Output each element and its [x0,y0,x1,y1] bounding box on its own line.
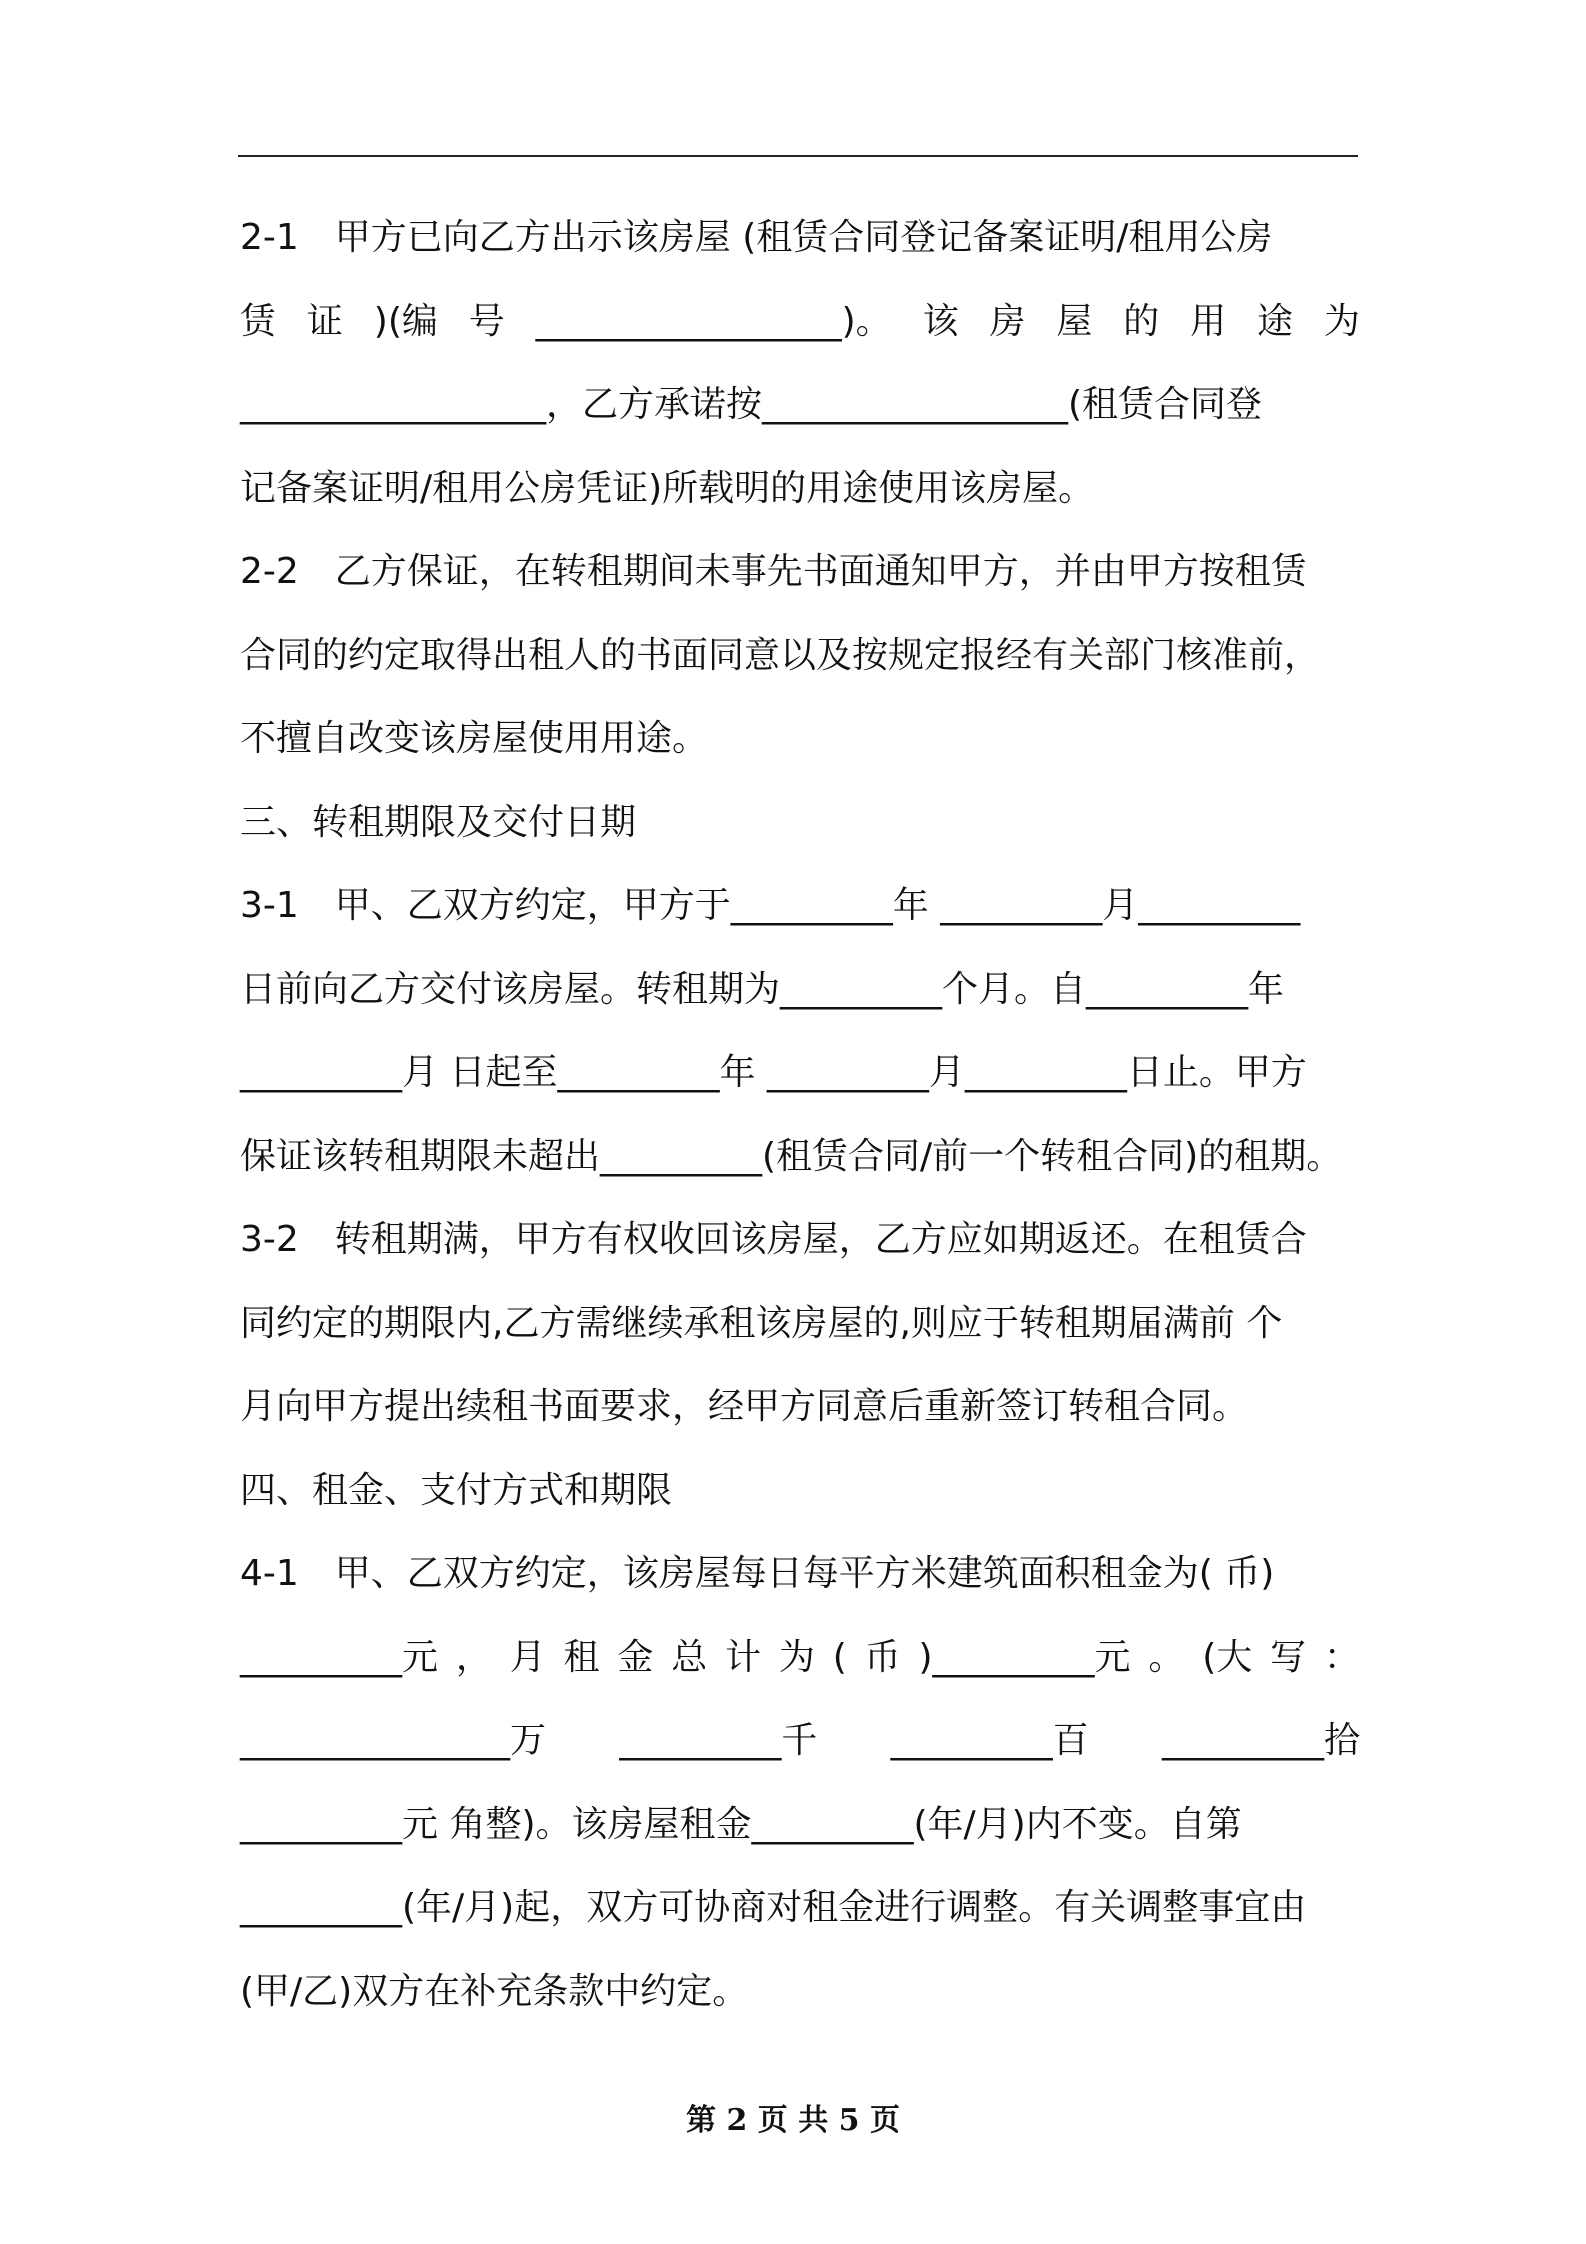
word: 号 [468,300,505,342]
header-rule [238,155,1358,157]
body-line: 4-1 甲、乙双方约定，该房屋每日每平方米建筑面积租金为( 币) [240,1553,1275,1594]
body-line: _________(年/月)起，双方可协商对租金进行调整。有关调整事宜由 [240,1887,1307,1928]
word: 计 [725,1636,762,1678]
body-line: _________元 角整)。该房屋租金_________(年/月)内不变。自第 [240,1803,1242,1845]
word: 途 [1257,300,1294,342]
word: 屋 [1056,300,1093,342]
word: _________百 [890,1720,1089,1761]
word: 房 [989,300,1026,342]
word: _________________)。 [535,300,892,342]
word: 总 [671,1636,708,1678]
body-line-justified [240,1616,1360,1700]
section-heading: 三、转租期限及交付日期 [240,801,637,843]
word: 金 [617,1636,654,1678]
body-line-justified [240,280,1360,364]
body-line: _________________，乙方承诺按_________________(租赁合同登 [240,384,1263,425]
word: _________拾 [1161,1720,1360,1761]
word: )(编 [373,300,438,342]
body-line: 2-2 乙方保证，在转租期间未事先书面通知甲方，并由甲方按租赁 [240,551,1307,592]
body-line: (甲/乙)双方在补充条款中约定。 [240,1970,749,2012]
body-line: 月向甲方提出续租书面要求，经甲方同意后重新签订转租合同。 [240,1386,1249,1427]
word: (大 [1202,1636,1253,1678]
word: _______________万 [240,1720,546,1761]
body-line: 3-2 转租期满，甲方有权收回该房屋，乙方应如期返还。在租赁合 [240,1219,1307,1260]
word: 为 [1323,300,1360,342]
word: 币 [864,1636,901,1678]
body-line: 合同的约定取得出租人的书面同意以及按规定报经有关部门核准前， [240,634,1321,676]
body-line: 不擅自改变该房屋使用用途。 [240,718,709,759]
word: )_________元 [918,1636,1131,1678]
word: ， [455,1636,492,1678]
section-heading: 四、租金、支付方式和期限 [240,1469,673,1511]
word: _________元 [240,1636,439,1678]
word: 用 [1190,300,1227,342]
body-line: 同约定的期限内,乙方需继续承租该房屋的,则应于转租期届满前 个 [240,1302,1283,1344]
body-line: 日前向乙方交付该房屋。转租期为_________个月。自_________年 [240,968,1285,1010]
body-line: 3-1 甲、乙双方约定，甲方于_________年 _________月_________ [240,885,1301,926]
body-line: 2-1 甲方已向乙方出示该房屋 (租赁合同登记备案证明/租用公房 [240,217,1273,258]
body-line-justified [240,1699,1360,1783]
document-body [240,196,1360,2033]
word: 证 [306,300,343,342]
word: _________千 [619,1720,818,1761]
word: 月 [509,1636,546,1678]
word: ( [832,1636,847,1678]
word: 。 [1148,1636,1185,1678]
word: 赁 [240,300,277,342]
word: 写 [1270,1636,1307,1678]
word: ： [1323,1636,1360,1678]
body-line: 记备案证明/租用公房凭证)所载明的用途使用该房屋。 [240,467,1095,509]
word: 的 [1123,300,1160,342]
body-line: 保证该转租期限未超出_________(租赁合同/前一个转租合同)的租期。 [240,1135,1343,1177]
page-number: 第 2 页 共 5 页 [686,2103,900,2138]
word: 为 [778,1636,815,1678]
word: 该 [922,300,959,342]
body-line: _________月 日起至_________年 _________月_________日止。甲方 [240,1052,1307,1093]
word: 租 [563,1636,600,1678]
